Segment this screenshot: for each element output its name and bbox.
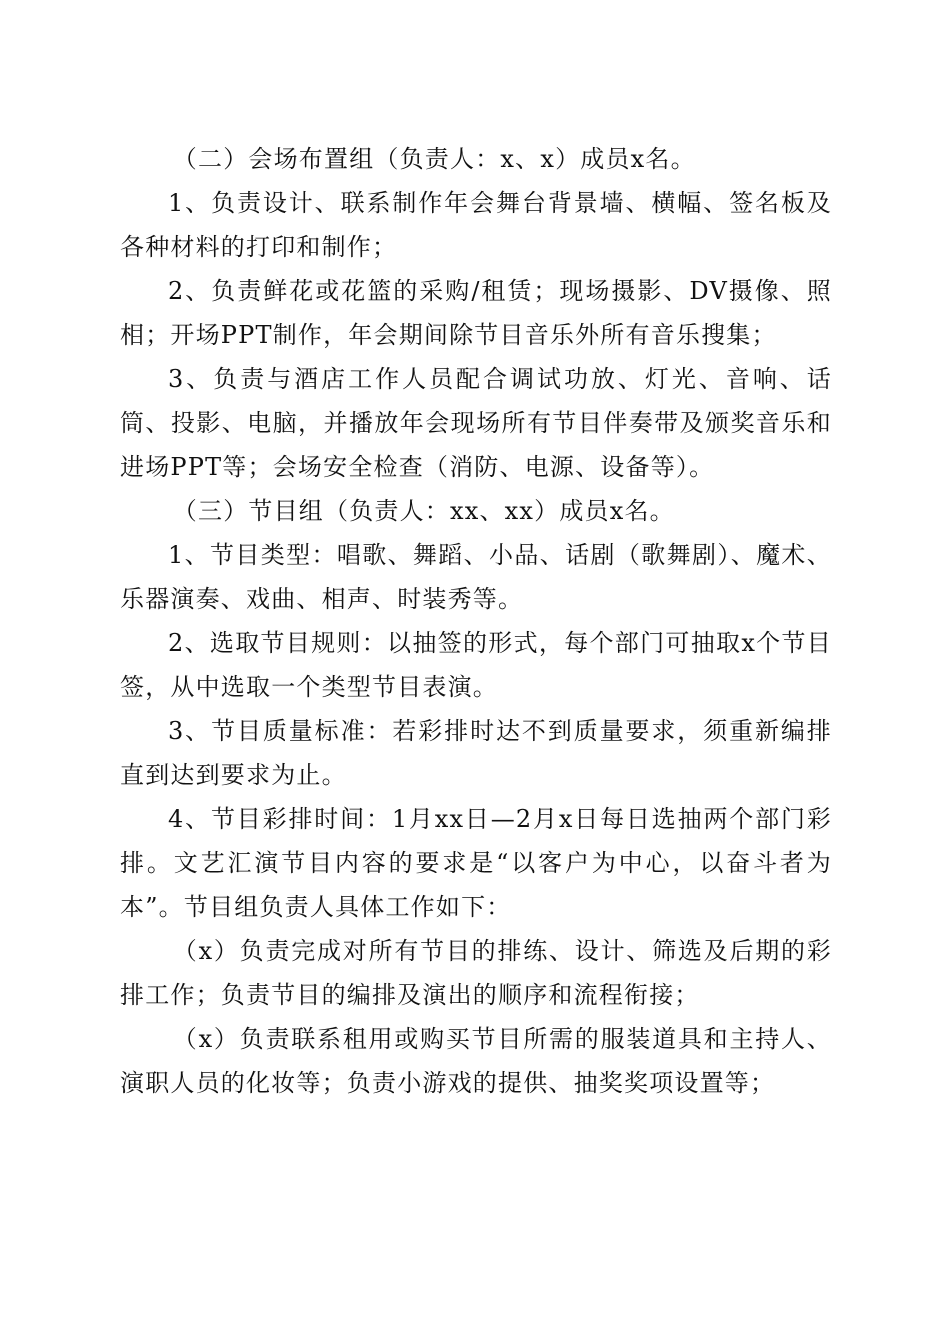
section2-item-3: 3、负责与酒店工作人员配合调试功放、灯光、音响、话筒、投影、电脑，并播放年会现场所有节目伴奏带及颁奖音乐和进场PPT等；会场安全检查（消防、电源、设备等）。: [120, 365, 832, 481]
section2-item-1: 1、负责设计、联系制作年会舞台背景墙、横幅、签名板及各种材料的打印和制作；: [120, 189, 832, 261]
section3-item-2: 2、选取节目规则：以抽签的形式，每个部门可抽取x个节目签，从中选取一个类型节目表演。: [120, 629, 832, 701]
section3-duty-1: （x）负责完成对所有节目的排练、设计、筛选及后期的彩排工作；负责节目的编排及演出的顺序和流程衔接；: [120, 937, 832, 1009]
section3-item-4: 4、节目彩排时间：1月xx日—2月x日每日选抽两个部门彩排。文艺汇演节目内容的要求是“以客户为中心，以奋斗者为本”。节目组负责人具体工作如下：: [120, 805, 832, 921]
section2-heading: （二）会场布置组（负责人：x、x）成员x名。: [172, 145, 696, 173]
section3-heading: （三）节目组（负责人：xx、xx）成员x名。: [172, 497, 675, 525]
section3-item-3: 3、节目质量标准：若彩排时达不到质量要求，须重新编排直到达到要求为止。: [120, 717, 832, 789]
section3-item-1: 1、节目类型：唱歌、舞蹈、小品、话剧（歌舞剧）、魔术、乐器演奏、戏曲、相声、时装秀等。: [120, 541, 832, 613]
section2-item-2: 2、负责鲜花或花篮的采购/租赁；现场摄影、DV摄像、照相；开场PPT制作，年会期间除节目音乐外所有音乐搜集；: [120, 277, 832, 349]
document-body: [120, 137, 832, 1105]
section3-duty-2: （x）负责联系租用或购买节目所需的服装道具和主持人、演职人员的化妆等；负责小游戏的提供、抽奖奖项设置等；: [120, 1025, 832, 1097]
